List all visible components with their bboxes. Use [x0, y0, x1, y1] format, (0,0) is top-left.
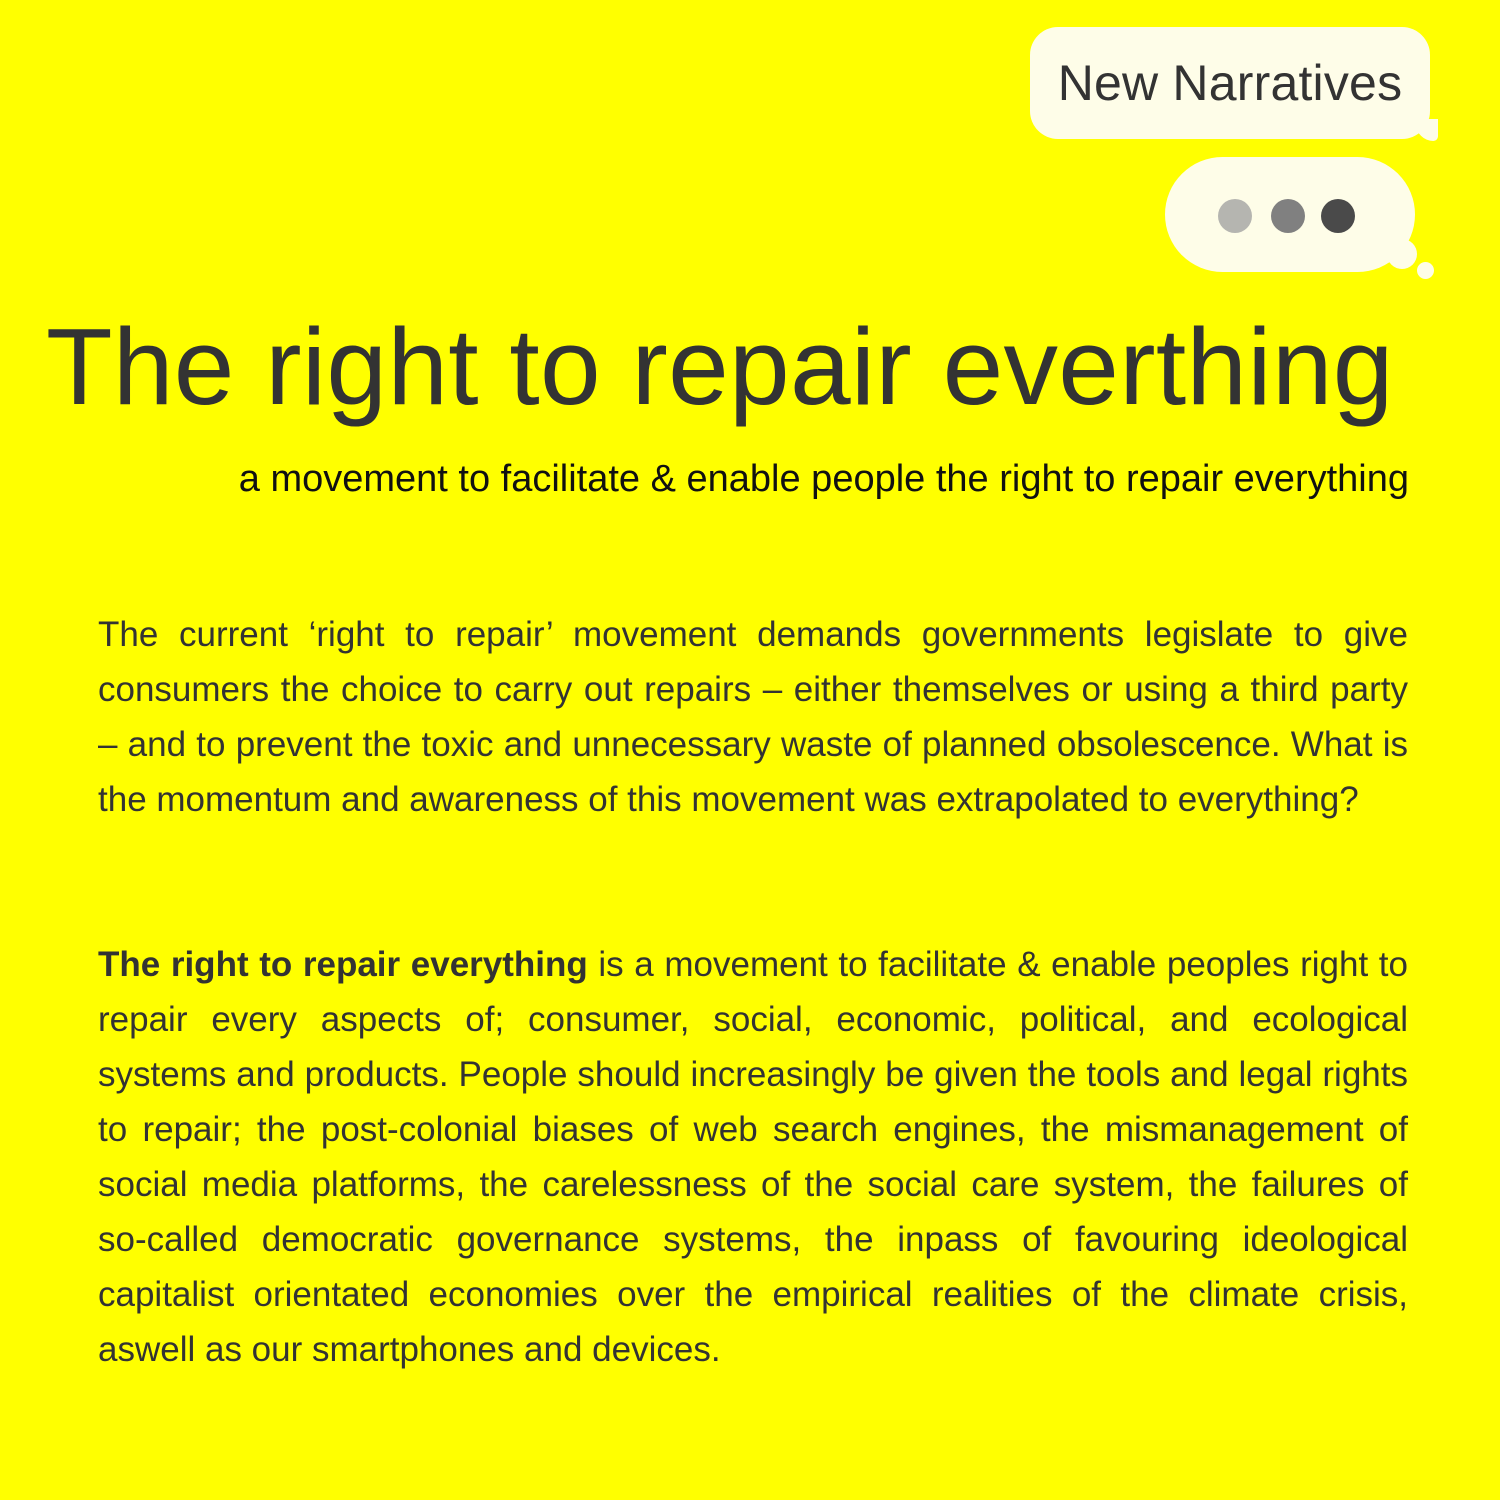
- definition-paragraph: [98, 937, 1408, 1377]
- new-narratives-speech-bubble: [1030, 27, 1430, 139]
- typing-dot-icon: [1271, 199, 1305, 233]
- new-narratives-label: New Narratives: [1057, 55, 1403, 111]
- typing-indicator-bubble: [1165, 157, 1415, 272]
- typing-dot-icon: [1321, 199, 1355, 233]
- definition-lead: The right to repair everything: [98, 945, 588, 984]
- speech-bubble-tail: [1416, 119, 1438, 141]
- typing-dot-icon: [1218, 199, 1252, 233]
- intro-paragraph: The current ‘right to repair’ movement demands governments legislate to give consumers the choice to carry out repairs – either themselves or using a third party – and to prevent the toxic and unnecessary waste of planned obsolescence. What is the momentum and awareness of this movement was extrapolated to everything?: [98, 615, 1408, 819]
- page-subtitle: a movement to facilitate & enable people the right to repair everything: [238, 458, 1409, 500]
- thought-bubble-tail: [1387, 239, 1417, 269]
- page-title: The right to repair everthing: [46, 306, 1394, 428]
- thought-bubble-tail-small: [1417, 262, 1434, 279]
- definition-body: is a movement to facilitate & enable peoples right to repair every aspects of; consumer, social, economic, political, and ecological systems and products. People should increasingly be given the tools and legal rights to repair; the post-colonial biases of web search engines, the mismanagement of social media platforms, the carelessness of the social care system, the failures of so-called democratic governance systems, the inpass of favouring ideological capitalist orientated economies over the empirical realities of the climate crisis, aswell as our smartphones and devices.: [98, 945, 1408, 1369]
